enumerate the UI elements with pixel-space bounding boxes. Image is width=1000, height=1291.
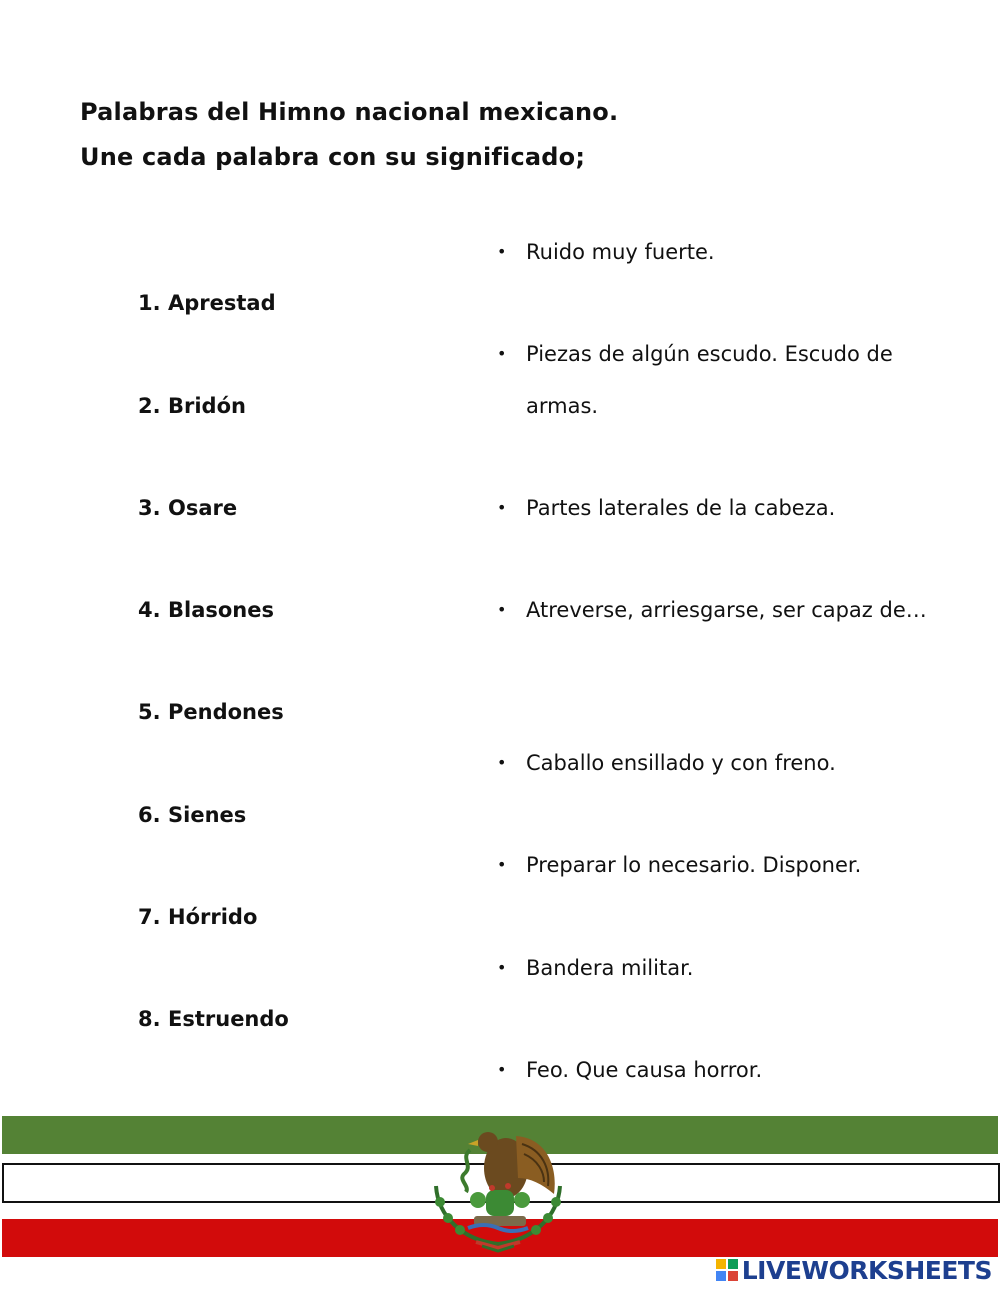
word-item[interactable] — [138, 800, 246, 830]
bullet-icon: • — [497, 600, 507, 619]
word-item[interactable] — [138, 288, 276, 318]
bullet-icon: • — [497, 498, 507, 517]
word-text: Estruendo — [168, 1007, 289, 1031]
definition-item[interactable] — [497, 226, 927, 278]
word-number: 6. — [138, 803, 161, 827]
word-text: Hórrido — [168, 905, 258, 929]
word-text: Osare — [168, 496, 238, 520]
definition-text: Ruido muy fuerte. — [526, 240, 715, 264]
word-number: 1. — [138, 291, 161, 315]
word-item[interactable] — [138, 391, 246, 421]
definition-item[interactable] — [497, 482, 927, 534]
word-item[interactable] — [138, 595, 274, 625]
bullet-icon: • — [497, 855, 507, 874]
word-text: Sienes — [168, 803, 247, 827]
word-text: Bridón — [168, 394, 246, 418]
title-line-1: Palabras del Himno nacional mexicano. — [80, 98, 619, 126]
word-item[interactable] — [138, 493, 237, 523]
word-item[interactable] — [138, 902, 257, 932]
liveworksheets-brand[interactable] — [716, 1254, 992, 1286]
definition-item[interactable] — [497, 1044, 927, 1096]
word-number: 2. — [138, 394, 161, 418]
bullet-icon: • — [497, 344, 507, 363]
word-item[interactable] — [138, 697, 284, 727]
word-item[interactable] — [138, 1004, 289, 1034]
definition-item[interactable] — [497, 737, 927, 789]
word-number: 8. — [138, 1007, 161, 1031]
bullet-icon: • — [497, 753, 507, 772]
liveworksheets-logo-icon — [716, 1259, 738, 1281]
brand-text: LIVEWORKSHEETS — [741, 1255, 992, 1285]
definition-item[interactable] — [497, 942, 927, 994]
definition-text: Atreverse, arriesgarse, ser capaz de… — [526, 598, 927, 622]
word-number: 7. — [138, 905, 161, 929]
word-number: 4. — [138, 598, 161, 622]
definition-text: Caballo ensillado y con freno. — [526, 751, 836, 775]
definition-text: Feo. Que causa horror. — [526, 1058, 763, 1082]
word-text: Aprestad — [168, 291, 276, 315]
word-text: Pendones — [168, 700, 284, 724]
word-number: 3. — [138, 496, 161, 520]
definition-text: Bandera militar. — [526, 956, 694, 980]
definition-item[interactable] — [497, 839, 927, 891]
definition-text: Preparar lo necesario. Disponer. — [526, 853, 862, 877]
word-text: Blasones — [168, 598, 274, 622]
word-number: 5. — [138, 700, 161, 724]
definition-text: Partes laterales de la cabeza. — [526, 496, 836, 520]
bullet-icon: • — [497, 242, 507, 261]
worksheet-title — [80, 90, 618, 180]
title-line-2: Une cada palabra con su significado; — [80, 143, 586, 171]
definition-item[interactable] — [497, 328, 927, 432]
definition-text: Piezas de algún escudo. Escudo de armas. — [526, 342, 893, 418]
bullet-icon: • — [497, 958, 507, 977]
bullet-icon: • — [497, 1060, 507, 1079]
mexican-eagle-emblem-icon — [418, 1116, 578, 1256]
definition-item[interactable] — [497, 584, 927, 636]
